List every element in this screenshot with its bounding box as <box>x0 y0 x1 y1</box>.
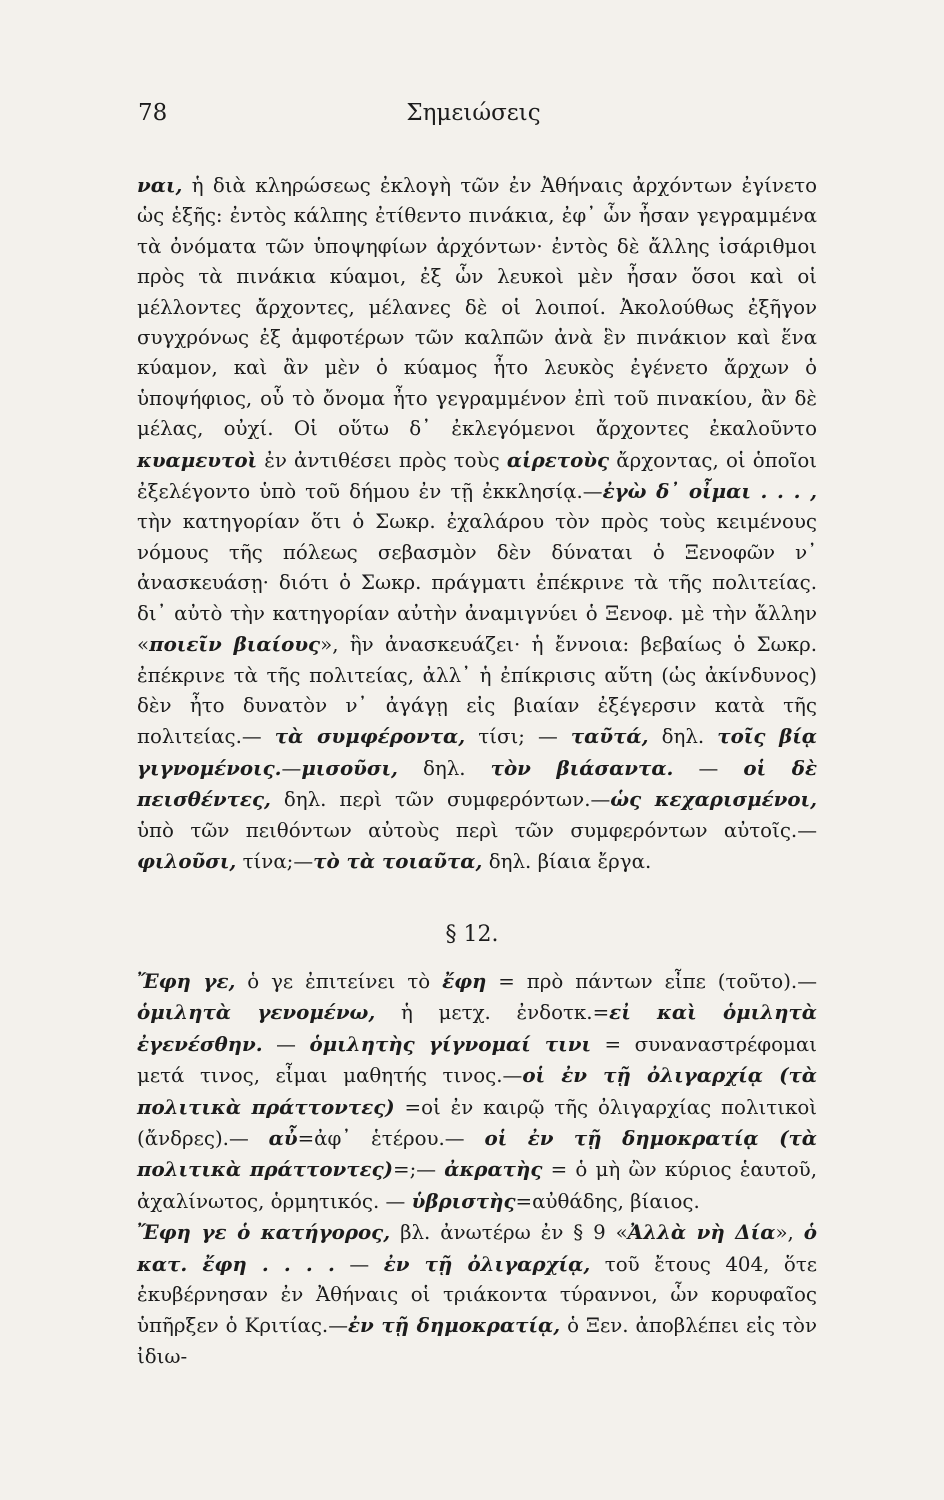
text-run: τίνα;— <box>236 849 314 873</box>
lemma: ἐν τῇ δημοκρατίᾳ, <box>347 1313 561 1338</box>
commentary-block-1 <box>137 170 817 877</box>
text-run: — <box>334 1252 384 1276</box>
text-run: δηλ. <box>648 725 718 749</box>
text-run: — <box>281 756 302 780</box>
text-run: ὑπὸ τῶν πειθόντων αὐτοὺς περὶ τῶν συμφερόντων αὐτοῖς.— <box>137 818 817 842</box>
lemma: Ἔφη γε, <box>137 969 236 993</box>
lemma: ἐγὼ δ᾽ οἶμαι . . . , <box>602 479 817 504</box>
lemma: Ἀλλὰ νὴ Δία <box>627 1220 776 1245</box>
text-run: =αὐθάδης, βίαιος. <box>515 1189 700 1213</box>
text-run: =ἀφ᾽ ἑτέρου.— <box>297 1127 485 1151</box>
lemma: οἱ ἐν τῇ δημοκρατίᾳ (τὰ πολιτικὰ πράττοντες) <box>137 1126 817 1182</box>
text-run: τίσι; — <box>465 725 571 749</box>
lemma: ταῦτά, <box>570 724 649 749</box>
text-run: = συναναστρέφομαι μετά τινος, εἶμαι μαθητής τινος.— <box>137 1032 818 1088</box>
lemma: αἱρετοὺς <box>506 447 610 472</box>
lemma: ποιεῖν βιαίους <box>149 632 321 657</box>
paragraph <box>137 966 817 1217</box>
text-run: ἄρχοντας, οἱ ὁποῖοι ἐξελέγοντο ὑπὸ τοῦ δήμου ἐν τῇ ἐκκλησίᾳ.— <box>137 448 817 504</box>
paragraph <box>137 170 817 877</box>
lemma: εἰ καὶ ὁμιλητὰ ἐγενέσθην. <box>137 1000 817 1056</box>
running-head: Σημειώσεις <box>406 100 541 126</box>
commentary-block-2 <box>137 966 817 1372</box>
text-run: βλ. ἀνωτέρω ἐν § 9 « <box>390 1221 628 1245</box>
text-run: », ἣν ἀνασκευάζει· ἡ ἔννοια: βεβαίως ὁ Σωκρ. ἐπέκρινε τὰ τῆς πολιτείας, ἀλλ᾽ ἡ ἐπίκρισις αὕτη (ὡς ἀκίνδυνος) δὲν ἦτο δυνατὸν ν᾽ ἀγάγῃ εἰς βιαίαν ἐξέγερσιν κατὰ τῆς πολιτείας.— <box>137 633 817 749</box>
lemma: ὁμιλητὰ γενομένω, <box>137 1000 376 1025</box>
page-number: 78 <box>138 100 168 126</box>
text-run: δηλ. βίαια ἔργα. <box>482 849 652 873</box>
lemma: τὸν βιάσαντα. <box>490 755 674 780</box>
lemma: ὑβριστὴς <box>411 1188 516 1213</box>
lemma: οἱ δὲ πεισθέντες, <box>137 755 818 812</box>
text-run: », <box>775 1221 804 1245</box>
text-run: =οἱ ἐν καιρῷ τῆς ὀλιγαρχίας πολιτικοὶ (ἄνδρες).— <box>137 1095 817 1151</box>
lemma: ἔφη <box>442 969 487 993</box>
text-run: δηλ. περὶ τῶν συμφερόντων.— <box>270 788 611 812</box>
text-run: ὁ Ξεν. ἀποβλέπει εἰς τὸν ἰδιω- <box>137 1314 817 1368</box>
paragraph <box>137 1217 817 1372</box>
lemma: αὖ <box>268 1126 298 1151</box>
lemma: Ἔφη γε ὁ κατήγορος, <box>137 1220 391 1245</box>
lemma: ναι, <box>137 173 183 197</box>
text-run: — <box>673 756 744 780</box>
lemma: ἀκρατὴς <box>444 1157 543 1182</box>
text-run: ἡ μετχ. ἐνδοτκ.= <box>375 1001 610 1025</box>
lemma: τὰ συμφέροντα, <box>274 724 466 749</box>
text-run: — <box>262 1032 310 1056</box>
page-header <box>138 100 809 140</box>
text-run: = ὁ μὴ ὢν κύριος ἑαυτοῦ, ἀχαλίνωτος, ὁρμητικός. — <box>137 1158 817 1213</box>
text-run: ἐν ἀντιθέσει πρὸς τοὺς <box>257 448 507 472</box>
lemma: ἐν τῇ ὀλιγαρχίᾳ, <box>383 1251 591 1276</box>
section-heading: § 12. <box>445 922 499 947</box>
lemma: τοῖς βίᾳ γιγνομένοις. <box>137 724 817 780</box>
text-run: τοῦ ἔτους 404, ὅτε ἐκυβέρνησαν ἐν Ἀθήναις οἱ τριάκοντα τύραννοι, ὧν κορυφαῖος ὑπῆρξεν ὁ Κριτίας.— <box>137 1252 818 1338</box>
lemma: ὡς κεχαρισμένοι, <box>610 787 818 812</box>
text-run: ἡ διὰ κληρώσεως ἐκλογὴ τῶν ἐν Ἀθήναις ἀρχόντων ἐγίνετο ὡς ἑξῆς: ἐντὸς κάλπης ἐτίθεντο πινάκια, ἐφ᾽ ὧν ἦσαν γεγραμμένα τὰ ὀνόματα τῶν ὑποψηφίων ἀρχόντων· ἐντὸς δὲ ἄλλης ἰσάριθμοι πρὸς τὰ πινάκια κύαμοι, ἐξ ὧν λευκοὶ μὲν ἦσαν ὅσοι καὶ οἱ μέλλοντες ἄρχοντες, μέλανες δὲ οἱ λοιποί. Ἀκολούθως ἐξῆγον συγχρόνως ἐξ ἀμφοτέρων τῶν καλπῶν ἀνὰ ἓν πινάκιον καὶ ἕνα κύαμον, καὶ ἂν μὲν ὁ κύαμος ἦτο λευκὸς ἐγένετο ἄρχων ὁ ὑποψήφιος, οὗ τὸ ὄνομα ἦτο γεγραμμένον ἐπὶ τοῦ πινακίου, ἂν δὲ μέλας, οὐχί. Οἱ οὕτω δ᾽ ἐκλεγόμενοι ἄρχοντες ἐκαλοῦντο <box>137 174 817 441</box>
text-run: = πρὸ πάντων εἶπε (τοῦτο).— <box>486 970 818 993</box>
text-run: δηλ. <box>397 756 491 780</box>
text-run: ὁ γε ἐπιτείνει τὸ <box>235 970 443 993</box>
lemma: μισοῦσι, <box>301 755 398 780</box>
lemma: ὁ κατ. ἔφη . . . . <box>137 1220 817 1276</box>
lemma: τὸ τὰ τοιαῦτα, <box>313 848 483 873</box>
text-run: τὴν κατηγορίαν ὅτι ὁ Σωκρ. ἐχαλάρου τὸν πρὸς τοὺς κειμένους νόμους τῆς πόλεως σεβασμὸν δὲν δύναται ὁ Ξενοφῶν ν᾽ ἀνασκευάσῃ· διότι ὁ Σωκρ. πράγματι ἐπέκρινε τὰ τῆς πολιτείας. δι᾽ αὐτὸ τὴν κατηγορίαν αὐτὴν ἀναμιγνύει ὁ Ξενοφ. μὲ τὴν ἄλλην « <box>137 510 817 657</box>
lemma: φιλοῦσι, <box>137 848 237 873</box>
lemma: κυαμευτοὶ <box>137 447 258 472</box>
lemma: οἱ ἐν τῇ ὀλιγαρχίᾳ (τὰ πολιτικὰ πράττοντες) <box>137 1063 817 1119</box>
text-run: =;— <box>393 1158 445 1182</box>
lemma: ὁμιλητὴς γίγνομαί τινι <box>309 1031 592 1056</box>
